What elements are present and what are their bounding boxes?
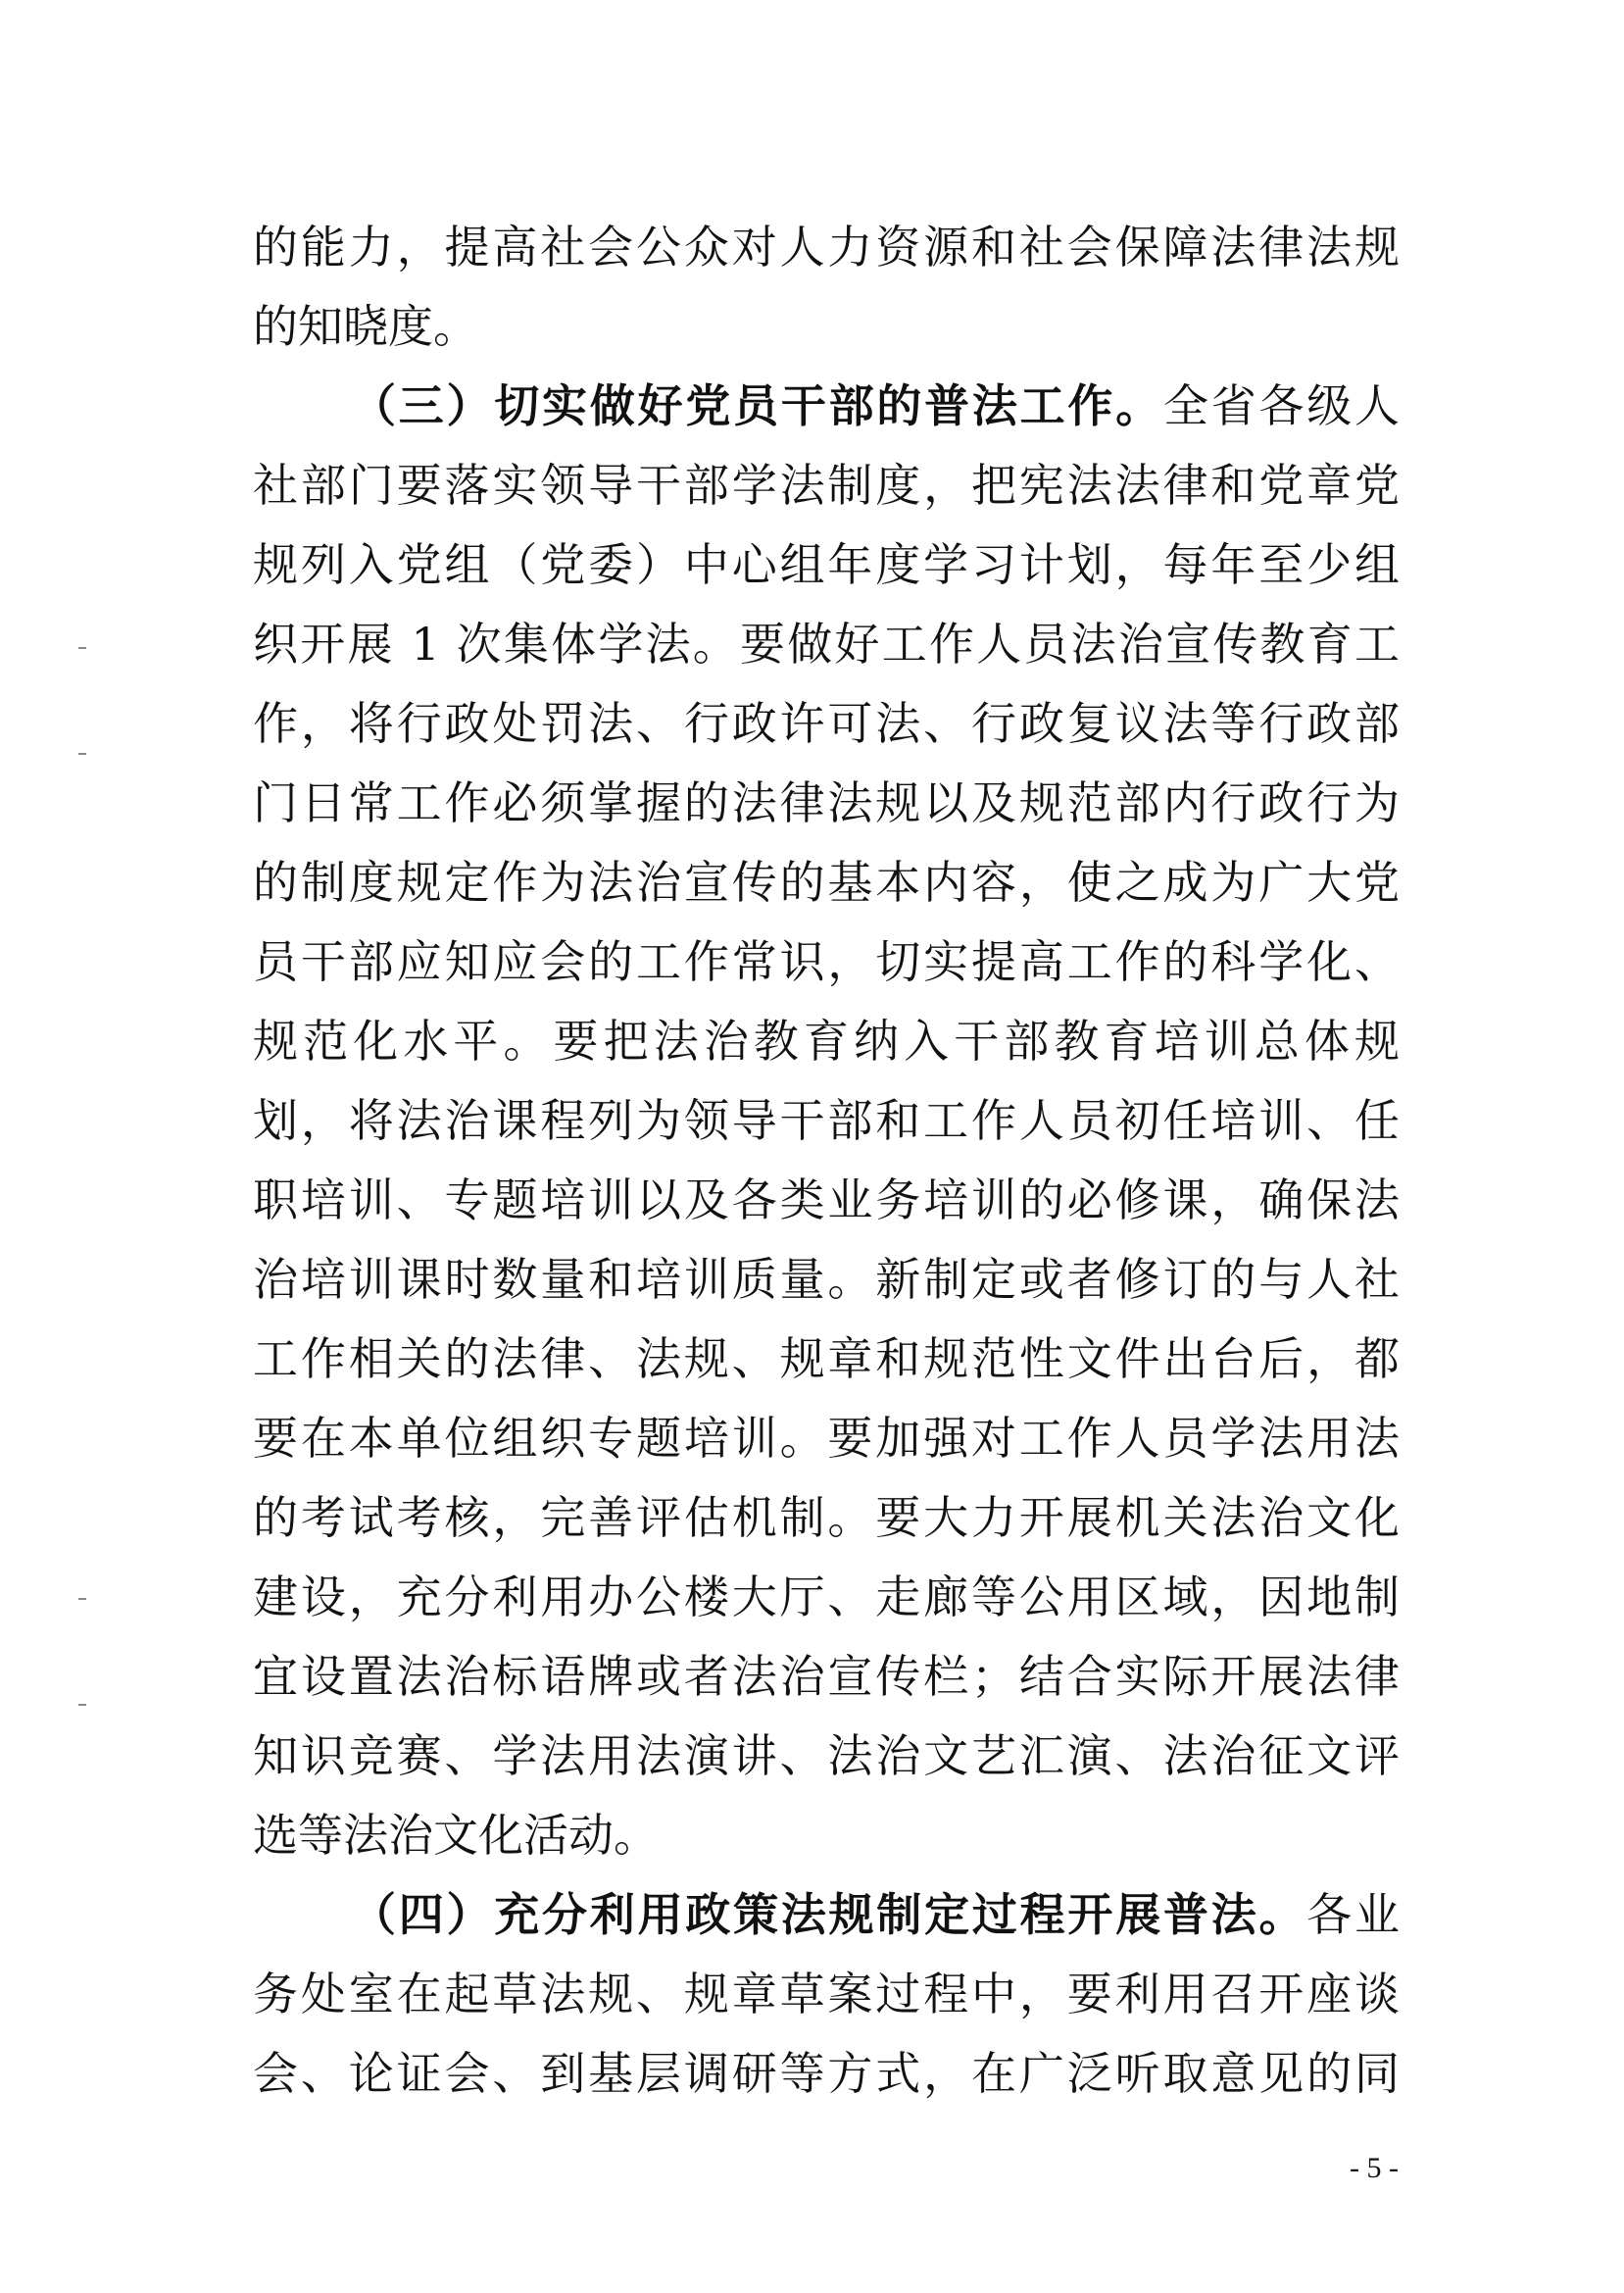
- text-line: [253, 367, 1400, 446]
- line-text: 社部门要落实领导干部学法制度，把宪法法律和党章党: [253, 459, 1400, 512]
- text-line: [253, 2034, 1400, 2114]
- text-line: [253, 922, 1400, 1002]
- section-heading: （四）充分利用政策法规制定过程开展普法。: [351, 1888, 1307, 1941]
- line-text: 会、论证会、到基层调研等方式，在广泛听取意见的同: [253, 2047, 1400, 2100]
- text-line: [253, 764, 1400, 843]
- line-text: 作，将行政处罚法、行政许可法、行政复议法等行政部: [253, 697, 1400, 750]
- text-line: [253, 525, 1400, 605]
- line-text: 的制度规定作为法治宣传的基本内容，使之成为广大党: [253, 856, 1400, 909]
- text-line: [253, 1002, 1400, 1081]
- text-line: [253, 1637, 1400, 1717]
- scan-mark: [78, 647, 86, 649]
- text-line: [253, 1558, 1400, 1637]
- section-heading: （三）切实做好党员干部的普法工作。: [351, 379, 1163, 432]
- text-line: [253, 1478, 1400, 1558]
- line-text: 规范化水平。要把法治教育纳入干部教育培训总体规: [253, 1015, 1400, 1068]
- text-line: [253, 1161, 1400, 1240]
- line-text: 的知晓度。: [253, 300, 478, 353]
- text-line: [253, 605, 1400, 684]
- line-text: 员干部应知应会的工作常识，切实提高工作的科学化、: [253, 935, 1400, 988]
- line-text: 门日常工作必须掌握的法律法规以及规范部内行政行为: [253, 776, 1400, 829]
- text-line: [253, 1717, 1400, 1796]
- line-text: 织开展 1 次集体学法。要做好工作人员法治宣传教育工: [253, 618, 1400, 671]
- page-number: - 5 -: [1350, 2152, 1399, 2184]
- text-line: [253, 1875, 1400, 1955]
- line-text: 务处室在起草法规、规章草案过程中，要利用召开座谈: [253, 1968, 1400, 2020]
- scan-mark: [78, 1598, 86, 1600]
- text-line: [253, 1081, 1400, 1161]
- text-line: [253, 1399, 1400, 1478]
- line-text: 工作相关的法律、法规、规章和规范性文件出台后，都: [253, 1332, 1400, 1385]
- line-text: 治培训课时数量和培训质量。新制定或者修订的与人社: [253, 1253, 1400, 1306]
- line-text: 的能力，提高社会公众对人力资源和社会保障法律法规: [253, 221, 1400, 274]
- line-text: 建设，充分利用办公楼大厅、走廊等公用区域，因地制: [253, 1570, 1400, 1623]
- text-line: [253, 287, 1400, 367]
- line-text: 全省各级人: [1162, 379, 1400, 432]
- text-line: [253, 1796, 1400, 1875]
- scan-mark: [78, 753, 86, 755]
- text-line: [253, 1320, 1400, 1399]
- line-text: 规列入党组（党委）中心组年度学习计划，每年至少组: [253, 538, 1400, 591]
- line-text: 宜设置法治标语牌或者法治宣传栏；结合实际开展法律: [253, 1650, 1400, 1703]
- scan-mark: [78, 1704, 86, 1706]
- body-text: [253, 208, 1400, 2114]
- line-text: 职培训、专题培训以及各类业务培训的必修课，确保法: [253, 1173, 1400, 1226]
- line-text: 划，将法治课程列为领导干部和工作人员初任培训、任: [253, 1094, 1400, 1147]
- text-line: [253, 1240, 1400, 1320]
- line-text: 知识竞赛、学法用法演讲、法治文艺汇演、法治征文评: [253, 1729, 1400, 1782]
- text-line: [253, 446, 1400, 525]
- line-text: 选等法治文化活动。: [253, 1809, 659, 1862]
- text-line: [253, 1955, 1400, 2034]
- text-line: [253, 843, 1400, 922]
- line-text: 的考试考核，完善评估机制。要大力开展机关法治文化: [253, 1491, 1400, 1544]
- text-line: [253, 208, 1400, 287]
- text-line: [253, 684, 1400, 764]
- line-text: 各业: [1306, 1888, 1400, 1941]
- line-text: 要在本单位组织专题培训。要加强对工作人员学法用法: [253, 1412, 1400, 1465]
